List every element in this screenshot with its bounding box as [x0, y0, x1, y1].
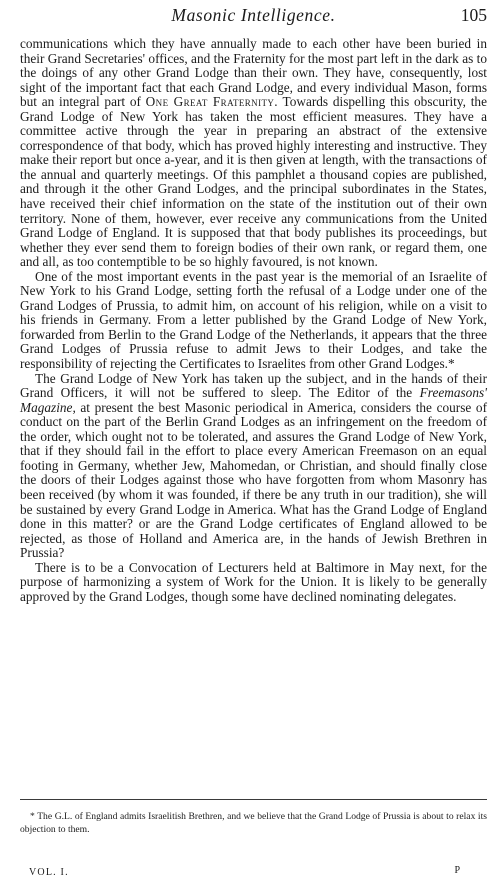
paragraph-1-part-a: communications which they have annually made to each other have been buried in their Grand Secretaries' offices, and the Fraternity for the most part left in the dark as to the doings of any other Grand Lodge than their own. They have, consequently, lost sight of the important fact that each Grand Lodge, and every individual Mason, forms but an integral part of: [20, 36, 487, 110]
paragraph-1-part-b: Towards dispelling this obscurity, the Grand Lodge of New York has taken the most efficient measures. They have a committee active through the year in preparing an abstract of the extensive correspondence of that body, which has proved highly interesting and instructive. They make their report but once a-year, and it is then given at length, with the transactions of the annual and quarterly meetings. Of this pamphlet a thousand copies are published, and through it the other Grand Lodges, and the principal subordinates in the States, have received their chief information on the state of the institution out of their own territory. None of them, however, ever receive any communications from the United Grand Lodge of England. It is supposed that that body publishes its proceedings, but whether they ever send them to foreign bodies of their own rank, or regard them, one and all, as too contemptible to be so highly favoured, is not known.: [20, 94, 487, 270]
footnote-rule: [20, 799, 487, 800]
paragraph-4: There is to be a Convocation of Lecturers held at Baltimore in May next, for the purpose of harmonizing a system of Work for the Union. It is likely to be generally approved by the Grand Lodges, though some have declined nominating delegates.: [20, 559, 487, 604]
running-head: [20, 5, 487, 29]
paragraph-3: [20, 372, 487, 561]
paragraph-3-part-a: The Grand Lodge of New York has taken up the subject, and in the hands of their Grand Officers, it will not be suffered to sleep. The Editor of the: [20, 370, 487, 401]
paragraph-1: [20, 37, 487, 270]
paragraph-2: One of the most important events in the past year is the memorial of an Israelite of New York to his Grand Lodge, setting forth the refusal of a Lodge under one of the Grand Lodges of Prussia, to admit him, on account of his religion, while on a visit to his friends in Germany. From a letter published by the Grand Lodge of New York, forwarded from Berlin to the Grand Lodge of the Netherlands, it appears that the three Grand Lodges of Prussia refuse to admit Jews to their Lodges, and take the responsibility of rejecting the Certificates to Israelites from other Grand Lodges.*: [20, 268, 487, 372]
magazine-title: Freemasons' Magazine,: [20, 385, 487, 415]
one-great-fraternity-phrase: One Great Fraternity.: [145, 94, 278, 110]
body-text: [20, 37, 487, 604]
footnote: * The G.L. of England admits Israelitish Brethren, and we believe that the Grand Lodge of Prussia is about to relax its objection to them.: [20, 811, 487, 835]
volume-mark: VOL. I.: [29, 867, 69, 878]
page-number: 105: [460, 5, 487, 25]
signature-letter: P: [454, 865, 460, 876]
paragraph-3-part-b: at present the best Masonic periodical in America, considers the course of conduct on the part of the Berlin Grand Lodges as an infringement on the freedom of the order, which ought not to be tolerated, and assures the Grand Lodge of New York, that if they should fail in the effort to place every American Freemason on an equal footing in Germany, whether Jew, Mahomedan, or Christian, and should finally close the doors of their Lodges against those who have forgotten from whom Masonry has been received (by whom it was founded, if there be any truth in our tradition), she will be sustained by every Grand Lodge in America. What has the Grand Lodge of England done in this matter? or are the Grand Lodge certificates of England allowed to be rejected, as those of Holland and America are, in the hands of Jewish Brethren in Prussia?: [20, 399, 487, 561]
running-title: Masonic Intelligence.: [171, 5, 336, 25]
